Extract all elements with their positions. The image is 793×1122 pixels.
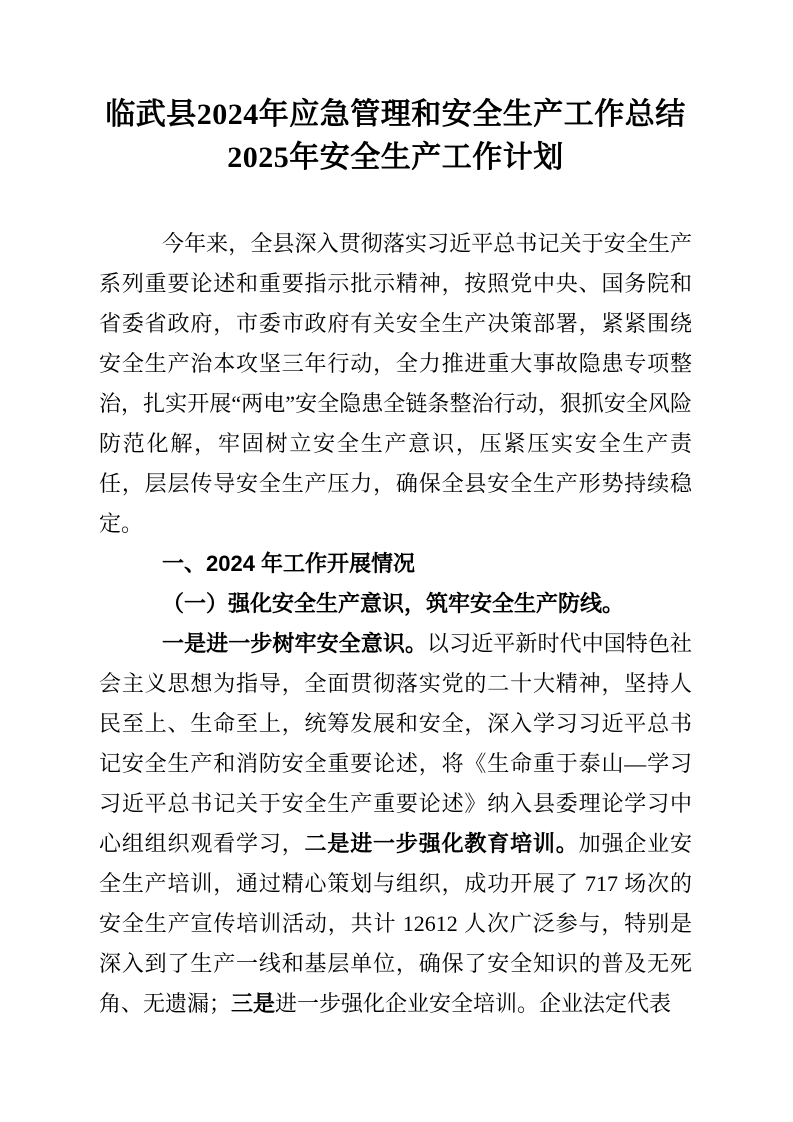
- bold-text-run: （一）强化安全生产意识，筑牢安全生产防线。: [162, 591, 625, 616]
- text-run: 今年来，全县深入贯彻落实习近平总书记关于安全生产系列重要论述和重要指示批示精神，按照党中央、国务院和省委省政府，市委市政府有关安全生产决策部署，紧紧围绕安全生产治本攻坚三年行动，全力推进重大事故隐患专项整治，扎实开展“两电”安全隐患全链条整治行动，狠抓安全风险防范化解，牢固树立安全生产意识，压紧压实安全生产责任，层层传导安全生产压力，确保全县安全生产形势持续稳定。: [99, 231, 692, 536]
- subsection-heading: [99, 584, 692, 624]
- bold-text-run: 三是: [231, 991, 276, 1016]
- paragraph: [99, 224, 692, 544]
- section-heading: [99, 544, 692, 584]
- text-run: 进一步强化企业安全培训。企业法定代表: [275, 991, 672, 1016]
- document-body: [99, 224, 692, 1024]
- bold-text-run: 一、2024 年工作开展情况: [162, 551, 416, 576]
- bold-text-run: 一是进一步树牢安全意识。: [162, 631, 428, 656]
- document-title-line-1: 临武县2024年应急管理和安全生产工作总结: [105, 98, 686, 131]
- paragraph: [99, 624, 692, 1024]
- bold-text-run: 二是进一步强化教育培训。: [304, 831, 579, 856]
- document-content: [99, 0, 692, 1024]
- text-run: 加强企业安全生产培训，通过精心策划与组织，成功开展了 717 场次的安全生产宣传培训活动，共计 12612 人次广泛参与，特别是深入到了生产一线和基层单位，确保了安全知识的普及无死角、无遗漏；: [99, 831, 692, 1016]
- text-run: 以习近平新时代中国特色社会主义思想为指导，全面贯彻落实党的二十大精神，坚持人民至上、生命至上，统筹发展和安全，深入学习习近平总书记安全生产和消防安全重要论述，将《生命重于泰山—学习习近平总书记关于安全生产重要论述》纳入县委理论学习中心组组织观看学习，: [99, 631, 692, 856]
- document-title: [99, 93, 692, 179]
- document-title-line-2: 2025年安全生产工作计划: [227, 141, 564, 174]
